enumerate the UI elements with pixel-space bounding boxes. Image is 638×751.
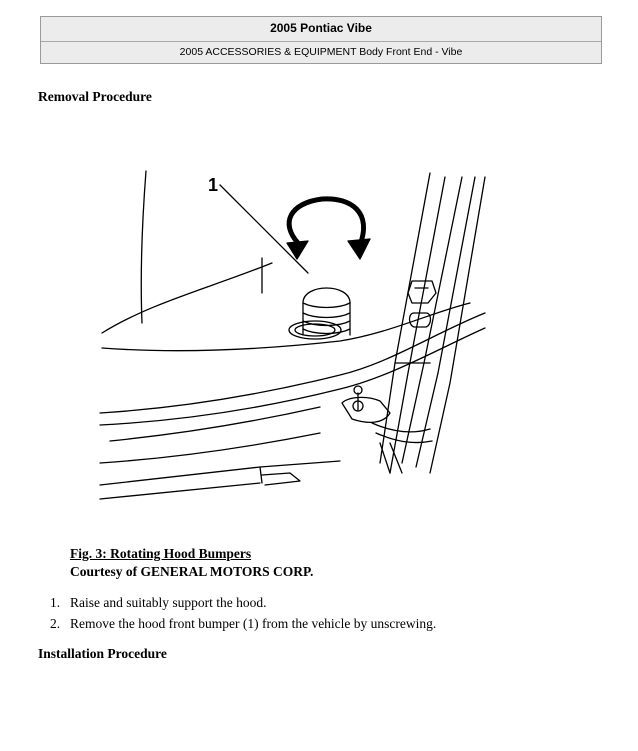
figure-title: Fig. 3: Rotating Hood Bumpers	[70, 546, 252, 561]
removal-heading: Removal Procedure	[38, 89, 152, 104]
list-item	[38, 613, 436, 634]
header-subtitle: 2005 ACCESSORIES & EQUIPMENT Body Front End - Vibe	[179, 46, 463, 58]
hood-bumper-illustration	[90, 163, 535, 538]
header-divider	[41, 41, 601, 42]
step-number: 2.	[50, 616, 61, 631]
step-number: 1.	[50, 595, 61, 610]
step-text: Remove the hood front bumper (1) from the vehicle by unscrewing.	[70, 616, 437, 631]
callout-label: 1	[208, 175, 219, 195]
page-header	[40, 16, 602, 64]
list-item	[38, 592, 436, 613]
figure-caption	[70, 545, 313, 581]
installation-heading: Installation Procedure	[38, 646, 167, 661]
figure-courtesy: Courtesy of GENERAL MOTORS CORP.	[70, 564, 314, 579]
removal-steps	[38, 592, 436, 634]
step-text: Raise and suitably support the hood.	[70, 595, 267, 610]
header-title: 2005 Pontiac Vibe	[270, 21, 372, 35]
